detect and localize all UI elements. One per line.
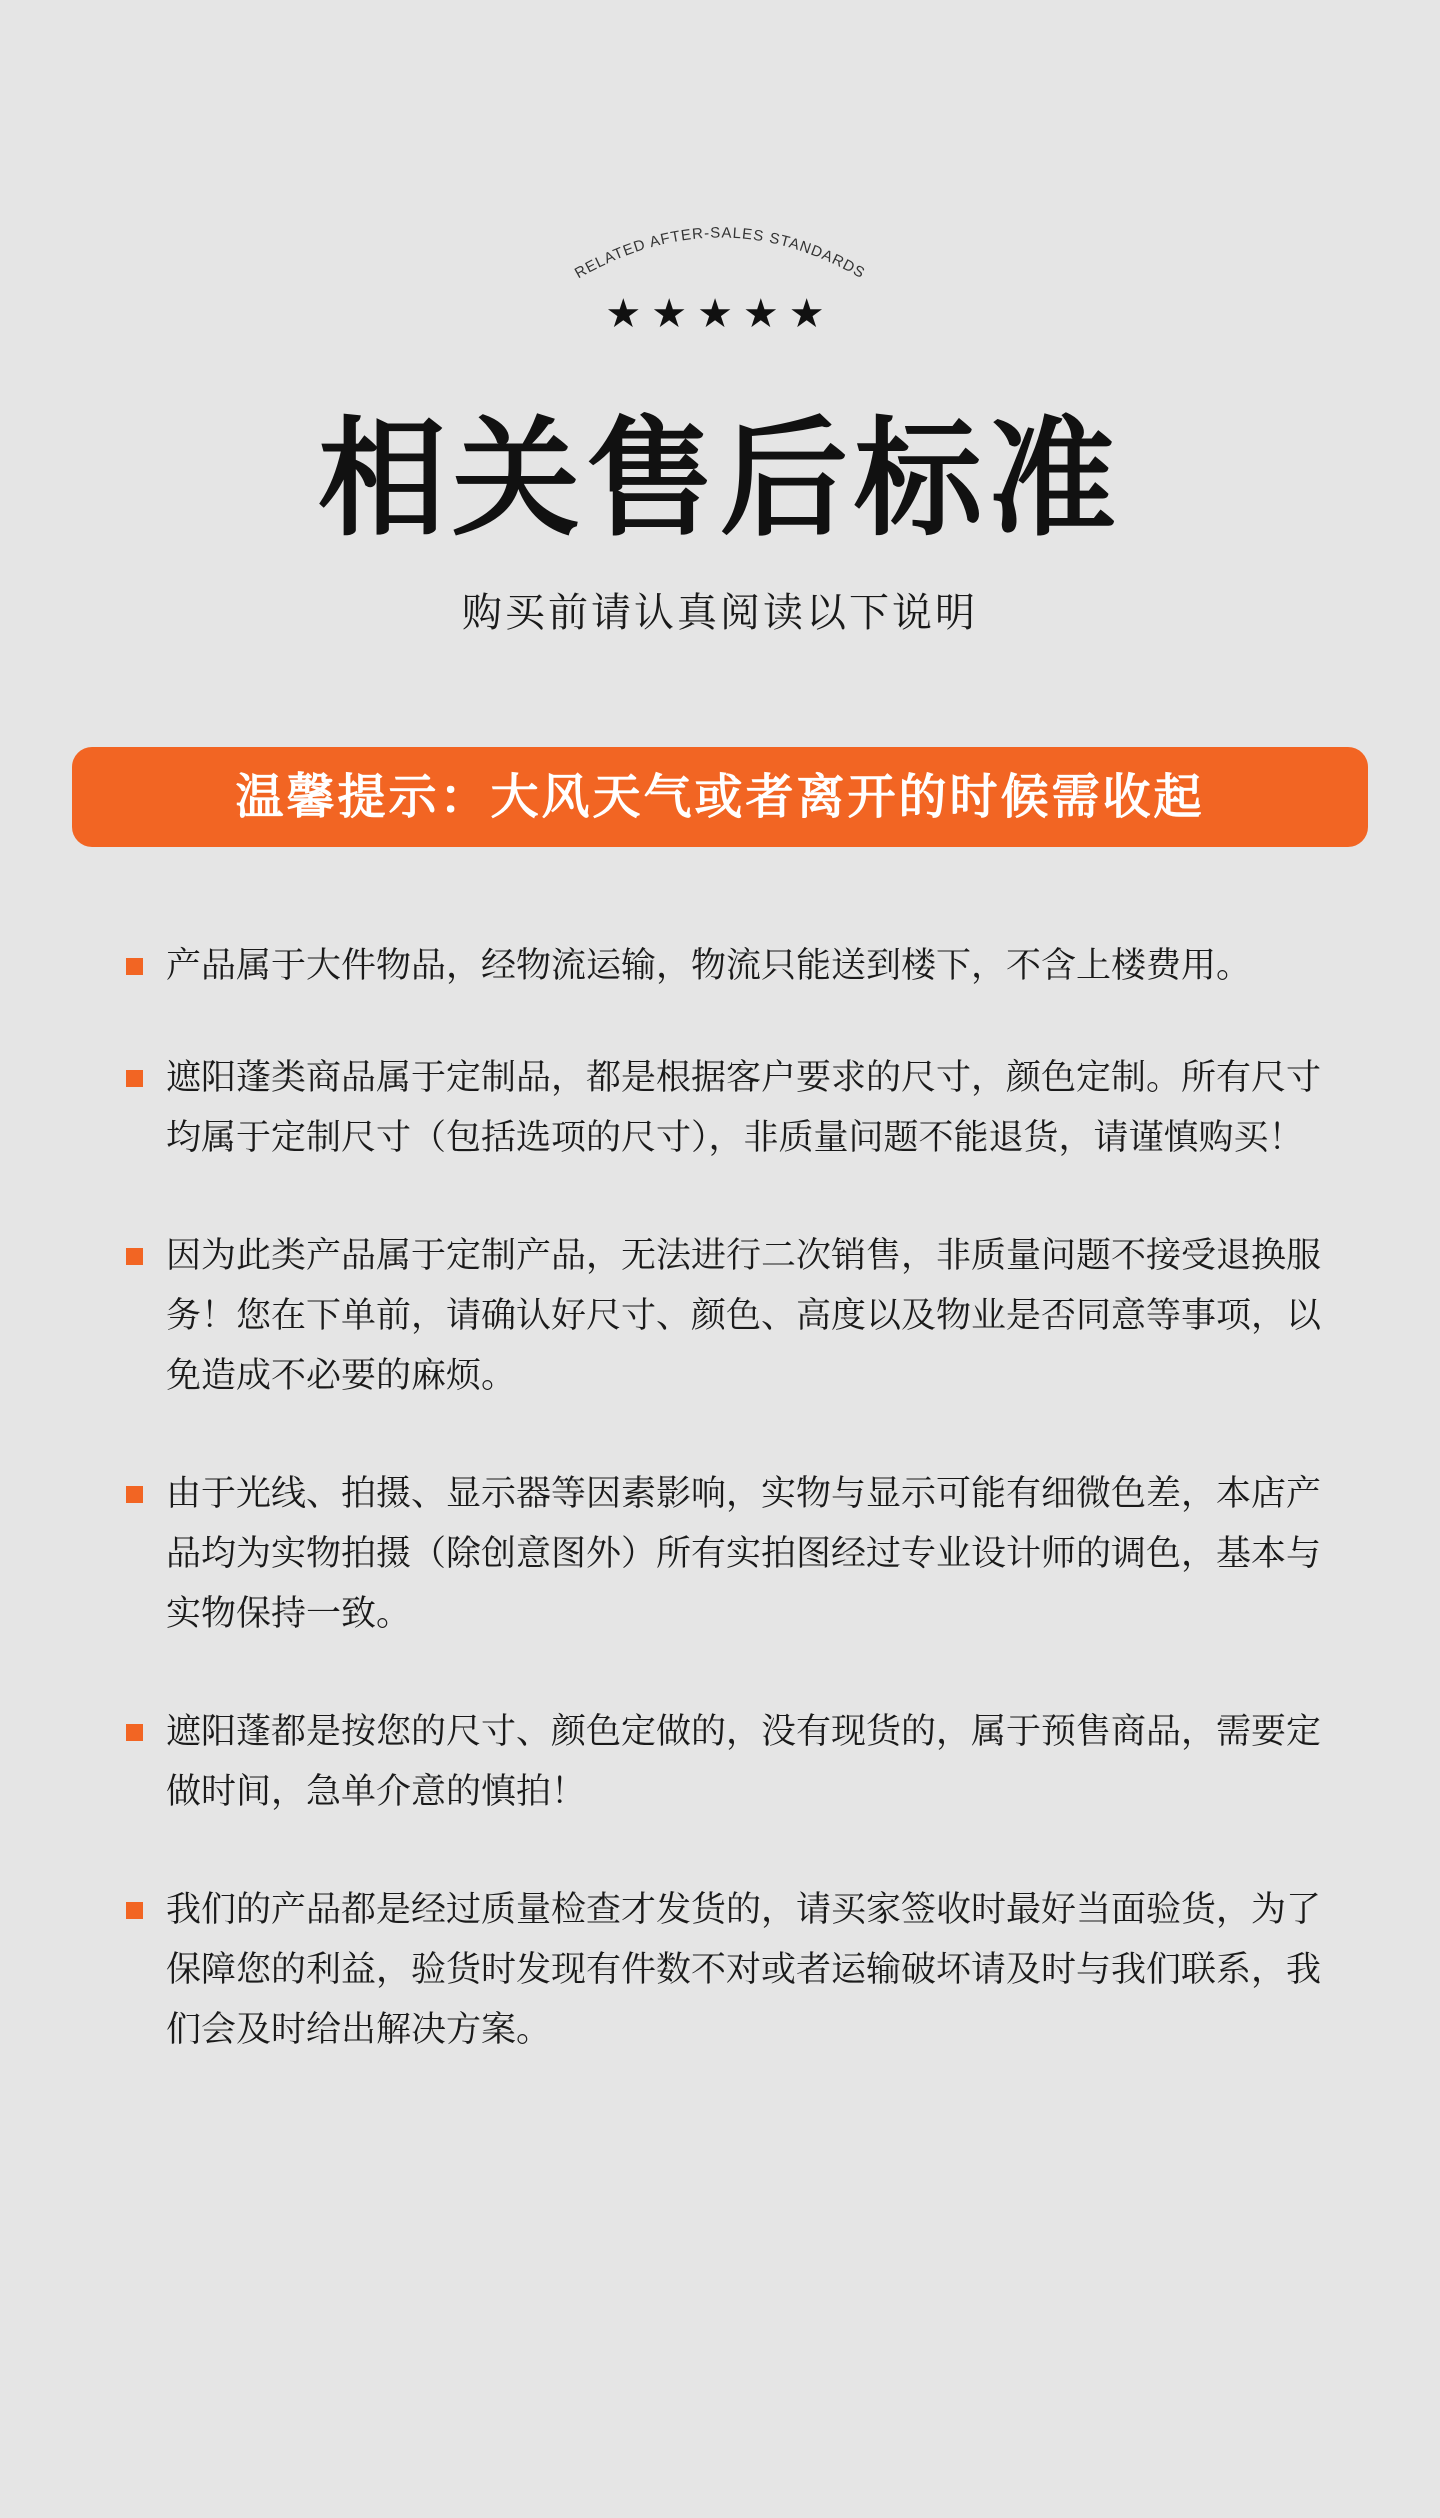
bullet-square-icon — [126, 1070, 143, 1087]
list-item — [126, 1702, 1326, 1822]
policy-list — [126, 936, 1326, 2060]
list-item-text: 因为此类产品属于定制产品，无法进行二次销售，非质量问题不接受退换服务！您在下单前，请确认好尺寸、颜色、高度以及物业是否同意等事项，以免造成不必要的麻烦。 — [166, 1236, 1322, 1396]
bullet-square-icon — [126, 1902, 143, 1919]
bullet-square-icon — [126, 1724, 143, 1741]
list-item — [126, 1226, 1326, 1406]
notice-text: 温馨提示：大风天气或者离开的时候需收起 — [235, 769, 1205, 825]
bullet-square-icon — [126, 958, 143, 975]
list-item-text: 遮阳蓬都是按您的尺寸、颜色定做的，没有现货的，属于预售商品，需要定做时间，急单介意的慎拍！ — [166, 1712, 1322, 1812]
list-item — [126, 936, 1326, 996]
star-rating-icons: ★★★★★ — [605, 291, 835, 337]
list-item — [126, 1048, 1326, 1168]
page-subtitle: 购买前请认真阅读以下说明 — [462, 590, 978, 636]
list-item — [126, 1880, 1326, 2060]
list-item-text: 我们的产品都是经过质量检查才发货的，请买家签收时最好当面验货，为了保障您的利益，验货时发现有件数不对或者运输破坏请及时与我们联系，我们会及时给出解决方案。 — [166, 1890, 1322, 2050]
arc-subtitle: RELATED AFTER-SALES STANDARDS — [571, 224, 869, 283]
list-item-text: 由于光线、拍摄、显示器等因素影响，实物与显示可能有细微色差，本店产品均为实物拍摄（除创意图外）所有实拍图经过专业设计师的调色，基本与实物保持一致。 — [166, 1474, 1322, 1634]
list-item-text: 遮阳蓬类商品属于定制品，都是根据客户要求的尺寸，颜色定制。所有尺寸均属于定制尺寸（包括选项的尺寸），非质量问题不能退货，请谨慎购买！ — [166, 1058, 1322, 1158]
list-item-text: 产品属于大件物品，经物流运输，物流只能送到楼下，不含上楼费用。 — [166, 946, 1252, 986]
page-title: 相关售后标准 — [317, 405, 1122, 554]
list-item — [126, 1464, 1326, 1644]
notice-banner — [72, 747, 1368, 847]
bullet-square-icon — [126, 1248, 143, 1265]
bullet-square-icon — [126, 1486, 143, 1503]
